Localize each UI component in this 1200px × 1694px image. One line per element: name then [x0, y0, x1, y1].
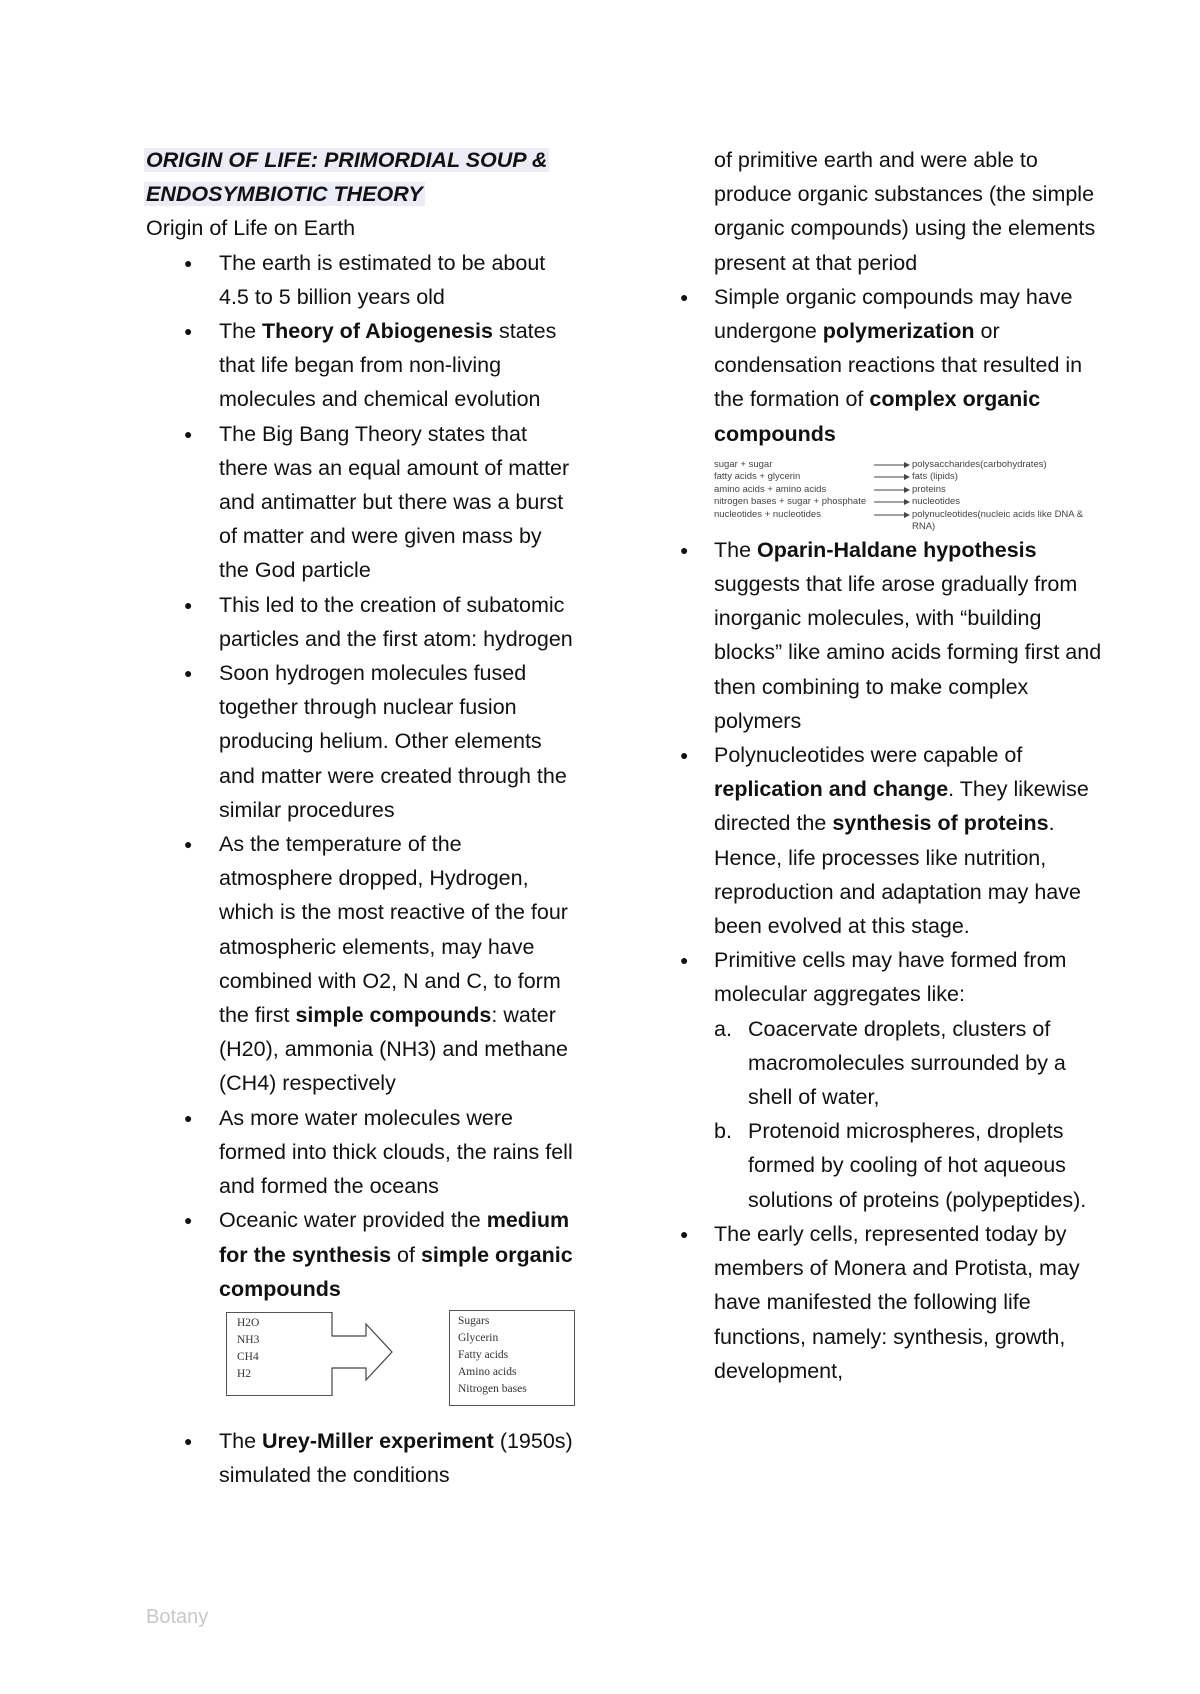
bullet-urey-miller: ● The Urey-Miller experiment (1950s) simulated the conditions	[146, 1424, 576, 1492]
bullet-abiogenesis: ● The Theory of Abiogenesis states that life began from non-living molecules and chemical evolution	[146, 314, 576, 417]
right-column	[675, 143, 1115, 1388]
bullet-subatomic: ● This led to the creation of subatomic particles and the first atom: hydrogen	[146, 588, 576, 656]
synthesis-figure	[146, 1310, 576, 1424]
input-item: H2O	[237, 1316, 260, 1329]
output-item: Sugars	[458, 1314, 490, 1327]
polymer-figure: sugar + sugar polysaccharides(carbohydrates) fatty acids + glycerin fats (lipids) amino acids + amino acids proteins nitrogen bases + sugar + phosphate nucleotides nucleotides + nucleotides polynucleotides(nucleic acids like DNA & RNA)	[714, 458, 1084, 533]
page-footer: Botany	[146, 1606, 209, 1628]
aggregate-item-a: a. Coacervate droplets, clusters of macromolecules surrounded by a shell of water,	[714, 1016, 1066, 1110]
inputs-box	[226, 1312, 332, 1396]
bullet-oparin-haldane: ● The Oparin-Haldane hypothesis suggests that life arose gradually from inorganic molecules, with “building blocks” like amino acids forming first and then combining to make complex polymers	[675, 533, 1115, 738]
right-bullet-list-2	[675, 533, 1115, 1012]
bullet-early-cells: ● The early cells, represented today by members of Monera and Protista, may have manifested the following life functions, namely: synthesis, growth, development,	[675, 1217, 1115, 1388]
bullet-oceanic-water: ● Oceanic water provided the medium for the synthesis of simple organic compounds	[146, 1203, 576, 1306]
continued-text: of primitive earth and were able to produce organic substances (the simple organic compounds) using the elements present at that period	[714, 148, 1096, 275]
left-bullet-list	[146, 246, 576, 1306]
aggregate-list	[675, 1012, 1115, 1217]
bullet-polymerization: ● Simple organic compounds may have undergone polymerization or condensation reactions that resulted in the formation of complex organic compounds	[675, 280, 1115, 451]
output-item: Glycerin	[458, 1331, 499, 1344]
bullet-big-bang: ● The Big Bang Theory states that there was an equal amount of matter and antimatter but there was a burst of matter and were given mass by the God particle	[146, 417, 576, 588]
bullet-simple-compounds: ● As the temperature of the atmosphere dropped, Hydrogen, which is the most reactive of the four atmospheric elements, may have combined with O2, N and C, to form the first simple compounds: water (H20), ammonia (NH3) and methane (CH4) respectively	[146, 827, 576, 1101]
output-item: Fatty acids	[458, 1348, 509, 1361]
title-line-2: ENDOSYMBIOTIC THEORY	[146, 182, 423, 207]
output-item: Amino acids	[458, 1365, 517, 1378]
bullet-fusion: ● Soon hydrogen molecules fused together through nuclear fusion producing helium. Other elements and matter were created through the similar procedures	[146, 656, 576, 827]
subtitle: Origin of Life on Earth	[146, 216, 356, 241]
title-line-1: ORIGIN OF LIFE: PRIMORDIAL SOUP &	[146, 148, 548, 172]
input-item: H2	[237, 1367, 252, 1380]
right-bullet-list-3	[675, 1217, 1115, 1388]
output-item: Nitrogen bases	[458, 1382, 527, 1395]
arrow-right-icon	[326, 1310, 436, 1410]
bullet-polynucleotides: ● Polynucleotides were capable of replication and change. They likewise directed the synthesis of proteins. Hence, life processes like nutrition, reproduction and adaptation may have been evolved at this stage.	[675, 738, 1115, 943]
right-bullet-list	[675, 280, 1115, 451]
page-title	[144, 143, 576, 211]
aggregate-item-b: b. Protenoid microspheres, droplets formed by cooling of hot aqueous solutions of proteins (polypeptides).	[714, 1119, 1087, 1212]
bullet-primitive-cells: ● Primitive cells may have formed from molecular aggregates like:	[675, 943, 1115, 1011]
bullet-earth-age: ● The earth is estimated to be about 4.5 to 5 billion years old	[146, 246, 576, 314]
input-item: CH4	[237, 1350, 259, 1363]
left-bullet-list-2	[146, 1424, 576, 1492]
input-item: NH3	[237, 1333, 260, 1346]
bullet-oceans: ● As more water molecules were formed into thick clouds, the rains fell and formed the oceans	[146, 1101, 576, 1204]
outputs-box	[449, 1310, 575, 1406]
left-column	[146, 143, 576, 1492]
